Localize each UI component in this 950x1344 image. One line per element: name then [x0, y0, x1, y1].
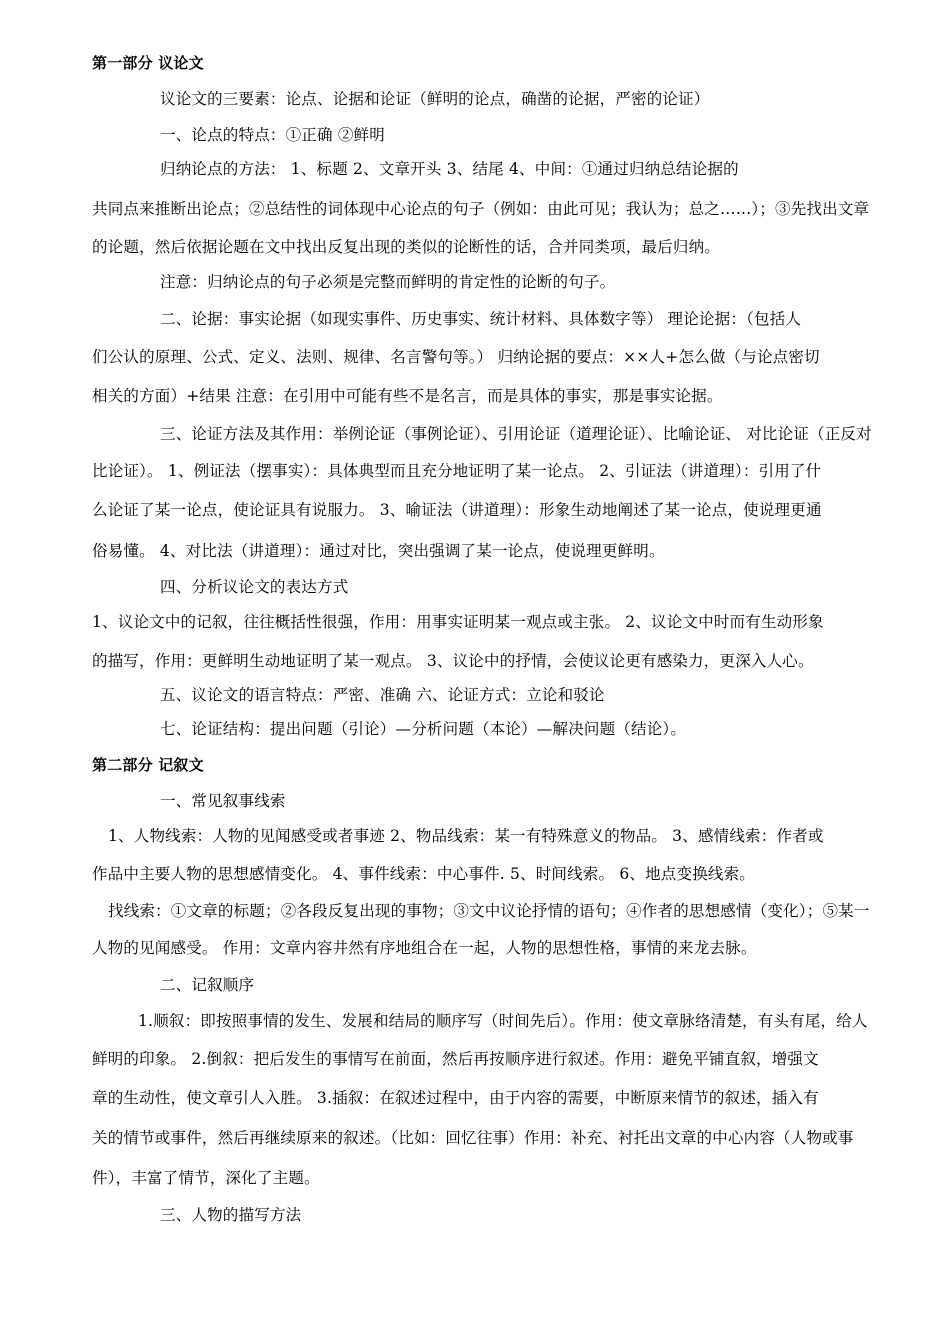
text-line: 议论文的三要素：论点、论据和论证（鲜明的论点，确凿的论据，严密的论证）: [160, 90, 710, 108]
text-line: 鲜明的印象。 2.倒叙：把后发生的事情写在前面，然后再按顺序进行叙述。作用：避免平铺直叙，增强文: [92, 1050, 819, 1068]
text-line: 比论证）。 1、例证法（摆事实）：具体典型而且充分地证明了某一论点。 2、引证法（讲道理）：引用了什: [92, 462, 822, 480]
part2-heading: 第二部分 记叙文: [92, 756, 204, 774]
text-line: 作品中主要人物的思想感情变化。 4、事件线索：中心事件. 5、时间线索。 6、地点变换线索。: [92, 865, 755, 883]
text-line: 七、论证结构：提出问题（引论）—分析问题（本论）—解决问题（结论）。: [160, 720, 687, 738]
text-line: 找线索：①文章的标题；②各段反复出现的事物；③文中议论抒情的语句；④作者的思想感情（变化）；⑤某一: [108, 902, 870, 920]
text-line: 共同点来推断出论点；②总结性的词体现中心论点的句子（例如：由此可见；我认为；总之……）；③先找出文章: [92, 200, 870, 218]
text-line: 件），丰富了情节，深化了主题。: [92, 1169, 320, 1187]
text-line: 1、议论文中的记叙，往往概括性很强，作用：用事实证明某一观点或主张。 2、议论文中时而有生动形象: [92, 613, 824, 631]
text-line: 关的情节或事件，然后再继续原来的叙述。（比如：回忆往事）作用：补充、衬托出文章的中心内容（人物或事: [92, 1129, 854, 1147]
text-line: 一、论点的特点：①正确 ②鲜明: [160, 126, 385, 144]
text-line: 归纳论点的方法： 1、标题 2、文章开头 3、结尾 4、中间：①通过归纳总结论据的: [160, 160, 739, 178]
text-line: 1、人物线索：人物的见闻感受或者事迹 2、物品线索：某一有特殊意义的物品。 3、感情线索：作者或: [108, 827, 824, 845]
text-line: 注意：归纳论点的句子必须是完整而鲜明的肯定性的论断的句子。: [160, 273, 616, 291]
text-line: 相关的方面）+结果 注意：在引用中可能有些不是名言，而是具体的事实，那是事实论据。: [92, 387, 723, 405]
text-line: 三、论证方法及其作用：举例论证（事例论证）、引用论证（道理论证）、比喻论证、 对比论证（正反对: [160, 425, 872, 443]
text-line: 1.顺叙：即按照事情的发生、发展和结局的顺序写（时间先后）。作用：使文章脉络清楚，有头有尾，给人: [138, 1012, 868, 1030]
text-line: 一、常见叙事线索: [160, 792, 286, 810]
text-line: 章的生动性，使文章引人入胜。 3.插叙：在叙述过程中，由于内容的需要，中断原来情节的叙述，插入有: [92, 1089, 819, 1107]
text-line: 俗易懂。 4、对比法（讲道理）：通过对比，突出强调了某一论点，使说理更鲜明。: [92, 542, 665, 560]
text-line: 的论题，然后依据论题在文中找出反复出现的类似的论断性的话，合并同类项，最后归纳。: [92, 238, 721, 256]
text-line: 四、分析议论文的表达方式: [160, 578, 349, 596]
text-line: 三、人物的描写方法: [160, 1206, 302, 1224]
text-line: 么论证了某一论点，使论证具有说服力。 3、喻证法（讲道理）：形象生动地阐述了某一论点，使说理更通: [92, 501, 822, 519]
part1-heading: 第一部分 议论文: [92, 54, 204, 72]
text-line: 的描写，作用：更鲜明生动地证明了某一观点。 3、议论中的抒情，会使议论更有感染力，更深入人心。: [92, 652, 814, 670]
text-line: 们公认的原理、公式、定义、法则、规律、名言警句等。） 归纳论据的要点：××人+怎么做（与论点密切: [92, 348, 820, 366]
text-line: 二、记叙顺序: [160, 976, 255, 994]
text-line: 二、论据：事实论据（如现实事件、历史事实、统计材料、具体数字等） 理论论据：（包括人: [160, 310, 802, 328]
text-line: 人物的见闻感受。 作用：文章内容井然有序地组合在一起，人物的思想性格，事情的来龙去脉。: [92, 939, 757, 957]
text-line: 五、议论文的语言特点：严密、准确 六、论证方式：立论和驳论: [160, 686, 605, 704]
